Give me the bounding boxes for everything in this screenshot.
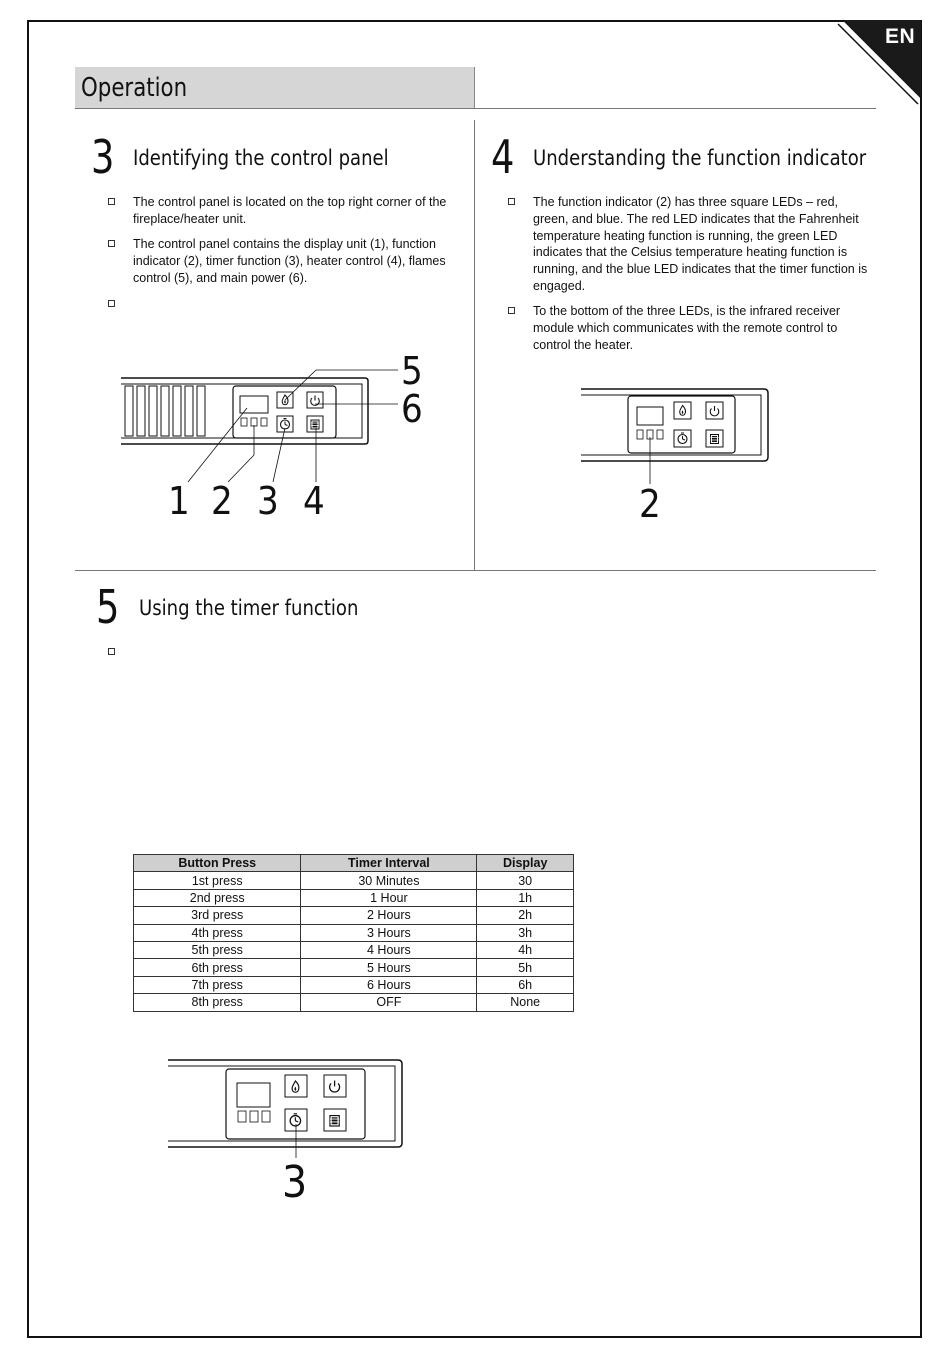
cell-button-press: 1st press [134,872,301,889]
cell-timer-interval: 30 Minutes [301,872,477,889]
power-icon [330,1081,340,1092]
heater-icon [711,435,719,444]
step-3-number: 3 [91,130,115,184]
cell-timer-interval: 3 Hours [301,924,477,941]
timer-table [133,854,574,1012]
header-display: Display [477,855,574,872]
callout-5: 5 [401,349,423,393]
step-4-bullet-2: To the bottom of the three LEDs, is the infrared receiver module which communicates with the remote control to control the heater. [533,303,853,353]
cell-timer-interval: OFF [301,994,477,1011]
step-4-callout-2: 2 [639,482,661,526]
table-row [134,959,574,976]
step-4-bullet-1: The function indicator (2) has three square LEDs – red, green, and blue. The red LED indicates that the Fahrenheit temperature heating function is running, the green LED indicates that the Celsius temperature heating function is running, and the blue LED indicates that the timer function is engaged. [533,194,868,295]
heater-icon [330,1116,339,1126]
step-5-callout-3: 3 [282,1157,308,1208]
power-icon [710,406,719,416]
table-row [134,907,574,924]
panel-diagram-step3 [121,370,398,482]
cell-display: 3h [477,924,574,941]
table-row [134,994,574,1011]
step-4-title: Understanding the function indicator [533,146,867,170]
table-row [134,976,574,993]
cell-button-press: 3rd press [134,907,301,924]
vent-slots [125,386,205,436]
cell-button-press: 7th press [134,976,301,993]
heater-icon [311,420,319,429]
header-button-press: Button Press [134,855,301,872]
cell-display: None [477,994,574,1011]
callout-4: 4 [303,479,325,523]
cell-display: 1h [477,889,574,906]
step-4-number: 4 [491,130,515,184]
cell-button-press: 6th press [134,959,301,976]
step-5-title: Using the timer function [139,596,359,620]
step-5-number: 5 [96,580,120,634]
panel-diagram-step5 [168,1060,402,1158]
cell-button-press: 8th press [134,994,301,1011]
cell-display: 2h [477,907,574,924]
flame-icon [680,406,686,416]
cell-display: 6h [477,976,574,993]
timer-icon [290,1114,300,1126]
cell-display: 4h [477,941,574,958]
table-header-row [134,855,574,872]
flame-icon [292,1081,299,1092]
language-tag: EN [885,25,916,48]
table-row [134,941,574,958]
display-unit [240,396,268,413]
cell-button-press: 5th press [134,941,301,958]
section-title: Operation [81,73,188,103]
cell-timer-interval: 1 Hour [301,889,477,906]
cell-timer-interval: 5 Hours [301,959,477,976]
timer-icon [281,419,290,430]
callout-6: 6 [401,387,423,431]
callout-3: 3 [257,479,279,523]
cell-timer-interval: 6 Hours [301,976,477,993]
cell-timer-interval: 4 Hours [301,941,477,958]
step-3-bullet-1: The control panel is located on the top right corner of the fireplace/heater unit. [133,194,453,228]
cell-display: 30 [477,872,574,889]
cell-button-press: 2nd press [134,889,301,906]
step-3-bullet-2: The control panel contains the display unit (1), function indicator (2), timer function (3), heater control (4), flames control (5), and main power (6). [133,236,453,286]
callout-2: 2 [211,479,233,523]
table-row [134,924,574,941]
timer-icon [678,433,687,444]
cell-display: 5h [477,959,574,976]
cell-button-press: 4th press [134,924,301,941]
cell-timer-interval: 2 Hours [301,907,477,924]
header-timer-interval: Timer Interval [301,855,477,872]
callout-1: 1 [168,479,190,523]
table-row [134,872,574,889]
panel-diagram-step4 [581,389,768,484]
step-3-title: Identifying the control panel [133,146,389,170]
table-row [134,889,574,906]
